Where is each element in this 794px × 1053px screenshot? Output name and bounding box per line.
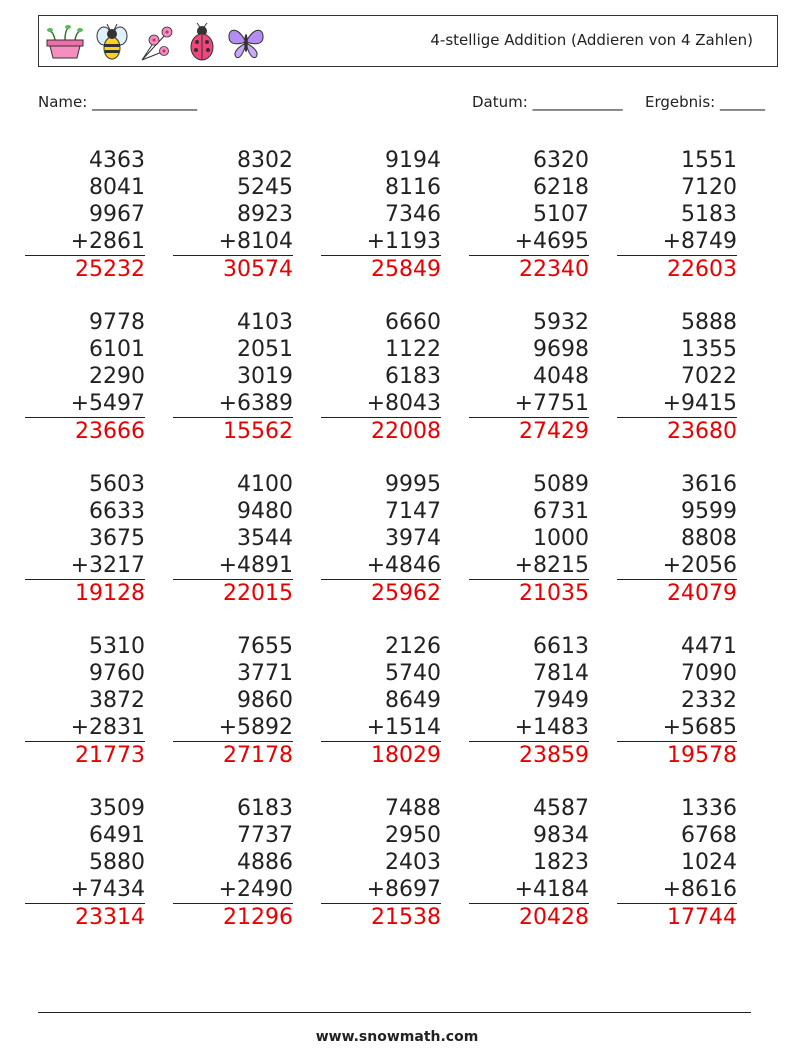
addition-problem — [321, 633, 441, 769]
addend-4: +2861 — [25, 228, 145, 256]
worksheet-header — [38, 15, 778, 67]
addition-problem — [469, 309, 589, 445]
answer: 20428 — [519, 905, 589, 930]
addition-problem — [321, 147, 441, 283]
addend-3: 1000 — [533, 526, 589, 551]
addend-1: 6183 — [237, 796, 293, 821]
addend-4: +8104 — [173, 228, 293, 256]
addend-2: 1355 — [681, 337, 737, 362]
addend-1: 4103 — [237, 310, 293, 335]
addition-problem — [617, 147, 737, 283]
addend-2: 6731 — [533, 499, 589, 524]
addend-4: +5497 — [25, 390, 145, 418]
addend-1: 9995 — [385, 472, 441, 497]
addend-3: 8649 — [385, 688, 441, 713]
footer-divider — [38, 1012, 751, 1013]
answer: 22008 — [371, 419, 441, 444]
addend-4: +6389 — [173, 390, 293, 418]
addend-4: +7751 — [469, 390, 589, 418]
addend-4: +2056 — [617, 552, 737, 580]
answer: 17744 — [667, 905, 737, 930]
addend-3: 1024 — [681, 850, 737, 875]
bee-icon — [94, 22, 130, 62]
addend-3: 4886 — [237, 850, 293, 875]
addend-2: 8041 — [89, 175, 145, 200]
addition-problem — [617, 795, 737, 931]
addition-problem — [469, 147, 589, 283]
addend-2: 8116 — [385, 175, 441, 200]
addend-1: 9778 — [89, 310, 145, 335]
addend-2: 7120 — [681, 175, 737, 200]
answer: 15562 — [223, 419, 293, 444]
addend-1: 5888 — [681, 310, 737, 335]
addend-2: 7147 — [385, 499, 441, 524]
addend-3: 1823 — [533, 850, 589, 875]
addend-2: 6633 — [89, 499, 145, 524]
addend-2: 9760 — [89, 661, 145, 686]
worksheet-title: 4-stellige Addition (Addieren von 4 Zahlen) — [430, 31, 753, 49]
answer: 23666 — [75, 419, 145, 444]
addend-1: 1551 — [681, 148, 737, 173]
addition-problem — [469, 633, 589, 769]
addition-problem — [321, 471, 441, 607]
addend-3: 6183 — [385, 364, 441, 389]
addend-4: +8749 — [617, 228, 737, 256]
addend-4: +8697 — [321, 876, 441, 904]
addend-3: 7346 — [385, 202, 441, 227]
answer: 27178 — [223, 743, 293, 768]
footer-site: www.snowmath.com — [315, 1029, 479, 1045]
addend-1: 7655 — [237, 634, 293, 659]
addition-problem — [25, 633, 145, 769]
addend-1: 5310 — [89, 634, 145, 659]
addend-2: 9599 — [681, 499, 737, 524]
addition-problem — [617, 633, 737, 769]
addition-problem — [617, 309, 737, 445]
answer: 19128 — [75, 581, 145, 606]
addend-3: 3544 — [237, 526, 293, 551]
name-field: Name: ______________ — [38, 93, 198, 111]
addend-2: 9480 — [237, 499, 293, 524]
answer: 21538 — [371, 905, 441, 930]
answer: 22603 — [667, 257, 737, 282]
addend-3: 2290 — [89, 364, 145, 389]
answer: 25232 — [75, 257, 145, 282]
addend-4: +8215 — [469, 552, 589, 580]
addend-2: 3771 — [237, 661, 293, 686]
addend-4: +8043 — [321, 390, 441, 418]
answer: 19578 — [667, 743, 737, 768]
addend-2: 5245 — [237, 175, 293, 200]
addend-2: 7814 — [533, 661, 589, 686]
addend-4: +4891 — [173, 552, 293, 580]
addend-3: 2332 — [681, 688, 737, 713]
addition-problem — [173, 147, 293, 283]
addend-1: 5932 — [533, 310, 589, 335]
addend-1: 5603 — [89, 472, 145, 497]
addend-3: 5107 — [533, 202, 589, 227]
addition-problem — [469, 795, 589, 931]
addend-3: 3675 — [89, 526, 145, 551]
addend-4: +4695 — [469, 228, 589, 256]
answer: 30574 — [223, 257, 293, 282]
addition-problem — [25, 309, 145, 445]
addend-4: +2490 — [173, 876, 293, 904]
addend-3: 5183 — [681, 202, 737, 227]
addend-1: 8302 — [237, 148, 293, 173]
addend-3: 8923 — [237, 202, 293, 227]
ladybug-icon — [186, 22, 218, 62]
addition-problem — [321, 795, 441, 931]
addend-1: 2126 — [385, 634, 441, 659]
addend-2: 9698 — [533, 337, 589, 362]
addend-2: 5740 — [385, 661, 441, 686]
addition-problem — [25, 471, 145, 607]
answer: 21773 — [75, 743, 145, 768]
addend-2: 6491 — [89, 823, 145, 848]
addend-3: 3872 — [89, 688, 145, 713]
addend-3: 4048 — [533, 364, 589, 389]
answer: 27429 — [519, 419, 589, 444]
addend-1: 1336 — [681, 796, 737, 821]
answer: 21296 — [223, 905, 293, 930]
answer: 21035 — [519, 581, 589, 606]
header-icons — [44, 21, 266, 63]
addend-3: 7022 — [681, 364, 737, 389]
addend-2: 6218 — [533, 175, 589, 200]
addend-1: 5089 — [533, 472, 589, 497]
addend-1: 4100 — [237, 472, 293, 497]
plant-pot-icon — [44, 22, 86, 62]
addend-2: 1122 — [385, 337, 441, 362]
addend-4: +1193 — [321, 228, 441, 256]
answer: 22015 — [223, 581, 293, 606]
date-field: Datum: ____________ — [472, 93, 623, 111]
butterfly-icon — [226, 22, 266, 62]
addend-1: 3616 — [681, 472, 737, 497]
flowers-icon — [138, 22, 178, 62]
addend-4: +5685 — [617, 714, 737, 742]
addend-3: 5880 — [89, 850, 145, 875]
addend-1: 7488 — [385, 796, 441, 821]
addend-1: 9194 — [385, 148, 441, 173]
answer: 24079 — [667, 581, 737, 606]
addend-4: +9415 — [617, 390, 737, 418]
addend-3: 2403 — [385, 850, 441, 875]
addend-4: +4184 — [469, 876, 589, 904]
addition-problem — [173, 795, 293, 931]
addend-4: +4846 — [321, 552, 441, 580]
addition-problem — [173, 633, 293, 769]
addend-2: 2950 — [385, 823, 441, 848]
answer: 23680 — [667, 419, 737, 444]
addend-2: 6101 — [89, 337, 145, 362]
addition-problem — [617, 471, 737, 607]
addition-problem — [469, 471, 589, 607]
addend-1: 4363 — [89, 148, 145, 173]
addend-2: 9834 — [533, 823, 589, 848]
addend-2: 6768 — [681, 823, 737, 848]
addition-problem — [173, 471, 293, 607]
addend-2: 7090 — [681, 661, 737, 686]
addend-4: +2831 — [25, 714, 145, 742]
addend-3: 8808 — [681, 526, 737, 551]
addend-1: 4471 — [681, 634, 737, 659]
addend-1: 3509 — [89, 796, 145, 821]
addend-3: 7949 — [533, 688, 589, 713]
answer: 23859 — [519, 743, 589, 768]
addition-problem — [25, 795, 145, 931]
addend-4: +1483 — [469, 714, 589, 742]
answer: 25849 — [371, 257, 441, 282]
addend-1: 6320 — [533, 148, 589, 173]
addend-2: 2051 — [237, 337, 293, 362]
addend-1: 6660 — [385, 310, 441, 335]
addend-4: +1514 — [321, 714, 441, 742]
addend-3: 9967 — [89, 202, 145, 227]
answer: 25962 — [371, 581, 441, 606]
addend-1: 4587 — [533, 796, 589, 821]
answer: 22340 — [519, 257, 589, 282]
addend-3: 3019 — [237, 364, 293, 389]
addend-2: 7737 — [237, 823, 293, 848]
addition-problem — [25, 147, 145, 283]
addition-problem — [321, 309, 441, 445]
addend-1: 6613 — [533, 634, 589, 659]
addition-problem — [173, 309, 293, 445]
addend-4: +5892 — [173, 714, 293, 742]
answer: 23314 — [75, 905, 145, 930]
addend-4: +3217 — [25, 552, 145, 580]
addend-4: +7434 — [25, 876, 145, 904]
addend-4: +8616 — [617, 876, 737, 904]
addend-3: 3974 — [385, 526, 441, 551]
answer: 18029 — [371, 743, 441, 768]
addend-3: 9860 — [237, 688, 293, 713]
result-field: Ergebnis: ______ — [645, 93, 765, 111]
